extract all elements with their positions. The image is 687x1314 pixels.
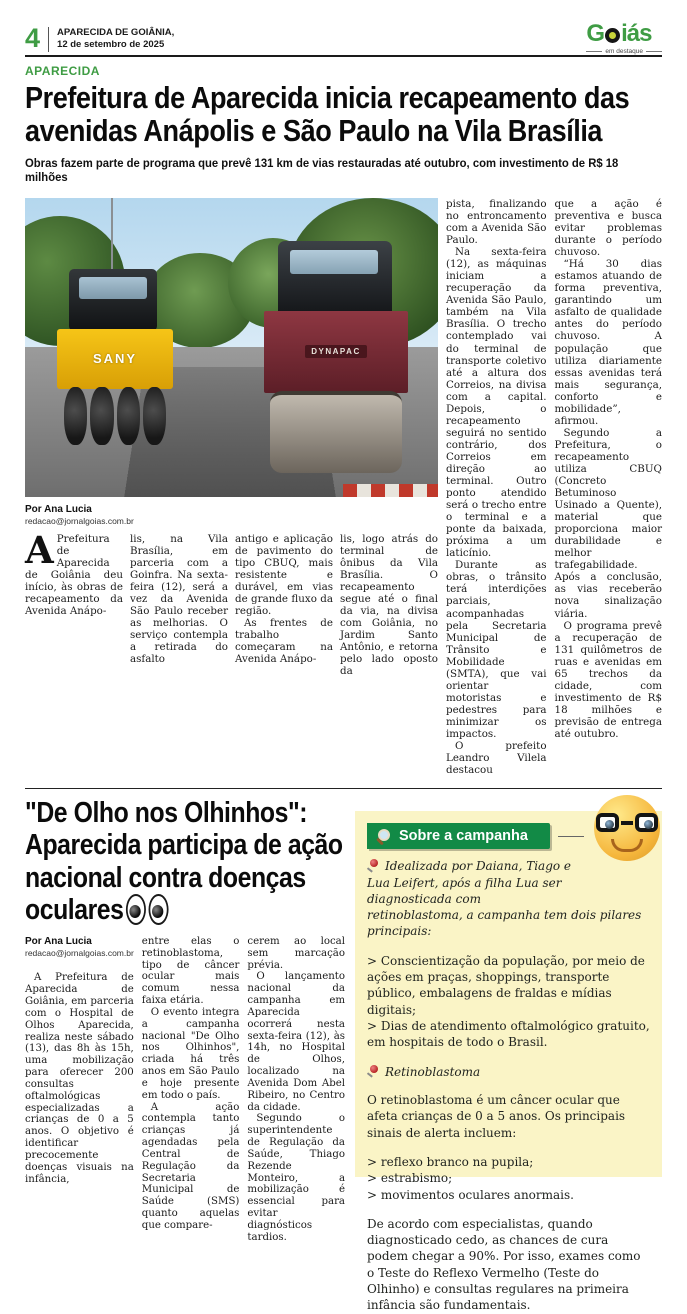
article2-columns bbox=[25, 936, 345, 1244]
roller-body bbox=[57, 329, 173, 389]
article2-headline-text: "De Olho nos Olhinhos": Aparecida participa de ação nacional contra doenças oculares bbox=[25, 797, 343, 926]
campaign-pillar-2: > Dias de atendimento oftalmológico gratuito, em hospitais de todo o Brasil. bbox=[367, 1019, 650, 1050]
paragraph: “Há 30 dias estamos atuando de forma preventiva, garantindo um asfalto de qualidade antes do período chuvoso. A população que utiliza diariamente essas avenidas terá mais segurança, conforto e mobilidade”, afirmou. bbox=[554, 258, 662, 427]
article1-column-6 bbox=[555, 198, 662, 776]
retinoblastoma-intro: O retinoblastoma é um câncer ocular que afeta crianças de 0 a 5 anos. Os principais sinais de alerta incluem: bbox=[367, 1092, 626, 1140]
article1-byline bbox=[25, 504, 438, 526]
emoji-smile bbox=[611, 839, 643, 852]
paragraph: > estrabismo; bbox=[367, 1171, 453, 1186]
roller-window bbox=[79, 277, 147, 299]
paragraph: > reflexo branco na pupila; bbox=[367, 1154, 534, 1169]
roller-drum bbox=[270, 391, 402, 473]
logo-wordmark bbox=[586, 22, 662, 46]
roller-brand-label: SANY bbox=[92, 351, 138, 367]
article1-column-5 bbox=[446, 198, 547, 776]
roller-cab bbox=[278, 241, 392, 313]
magnifier-icon bbox=[376, 829, 391, 844]
paragraph: que a ação é preventiva e busca evitar problemas durante o período chuvoso. bbox=[554, 197, 662, 259]
header-rule bbox=[558, 836, 584, 837]
article2 bbox=[25, 797, 345, 1243]
campaign-pillar-1: > Conscientização da população, por meio de ações em praças, shoppings, transporte público, embalagens de fraldas e mídias digitais; bbox=[367, 953, 645, 1017]
article1-subhead: Obras fazem parte de programa que prevê 131 km de vias restauradas até outubro, com investimento de R$ 18 milhões bbox=[25, 155, 619, 184]
page-number: 4 bbox=[25, 23, 41, 53]
section-label: APARECIDA bbox=[25, 64, 100, 78]
campaign-closing: De acordo com especialistas, quando diagnosticado cedo, as chances de cura podem chegar a 90%. Por isso, exames como o Teste do Reflexo Vermelho (Teste do Olhinho) e consultas regulares na primeira infância são fundamentais. bbox=[367, 1216, 641, 1313]
paragraph: O evento integra a campanha nacional "De Olho nos Olhinhos", criada há três anos em São Paulo e hoje presente em todo o país. bbox=[141, 1006, 240, 1101]
campaign-box-header bbox=[367, 823, 550, 849]
paragraph: Durante as obras, o trânsito terá interdições parciais, acompanhadas pela Secretaria Municipal de Trânsito e Mobilidade (SMTA), que vai orientar motoristas e pedestres para minimizar os impactos. bbox=[446, 559, 547, 740]
article2-column-3 bbox=[247, 936, 345, 1244]
campaign-box bbox=[355, 811, 662, 1313]
article1-column-4 bbox=[340, 533, 438, 678]
bottom-row bbox=[25, 797, 662, 1313]
byline-email: redacao@jornalgoias.com.br bbox=[25, 947, 134, 958]
retinoblastoma-subheader-text: Retinoblastoma bbox=[385, 1064, 481, 1079]
article1-body bbox=[25, 198, 662, 776]
retinoblastoma-subheader bbox=[367, 1064, 650, 1080]
paragraph: Segundo a Prefeitura, o recapeamento utiliza CBUQ (Concreto Betuminoso Usinado a Quente), material que proporciona maior durabilidade e melhor trafegabilidade. Após a conclusão, as vias receberão nova sinalização viária. bbox=[554, 426, 662, 620]
article1-column-1 bbox=[25, 527, 123, 678]
roller-cab bbox=[69, 269, 157, 331]
paragraph: Segundo o superintendente de Regulação da Saúde, Thiago Rezende Monteiro, a mobilização é essencial para evitar diagnósticos tardios. bbox=[247, 1113, 346, 1243]
paragraph: antigo e aplicação de pavimento do tipo CBUQ, mais resistente e durável, em vias de grande fluxo da região. bbox=[235, 532, 333, 618]
article-divider bbox=[25, 788, 662, 789]
paragraph: lis, logo atrás do terminal de ônibus da Vila Brasília. O recapeamento segue até o final da via, na divisa com Goiânia, no Jardim Santo Antônio, e retorna pelo lado oposto da bbox=[340, 532, 438, 678]
paragraph: cerem ao local sem marcação prévia. bbox=[247, 936, 346, 971]
article2-byline bbox=[25, 936, 134, 958]
logo-letters-ias: iás bbox=[621, 20, 652, 47]
dateline-city: APARECIDA DE GOIÂNIA, bbox=[57, 27, 175, 38]
newspaper-page bbox=[0, 20, 687, 1313]
column-text: Prefeitura de Aparecida de Goiânia deu início, às obras de recapeamento da Avenida Anápo- bbox=[25, 532, 123, 618]
eye-emoji bbox=[126, 894, 146, 925]
byline-email: redacao@jornalgoias.com.br bbox=[25, 515, 134, 526]
pushpin-icon bbox=[367, 859, 380, 870]
paragraph: > movimentos oculares anormais. bbox=[367, 1187, 574, 1202]
campaign-intro-text: Idealizada por Daiana, Tiago e Lua Leifert, após a filha Lua ser diagnosticada com retinoblastoma, a campanha tem dois pilares principais: bbox=[367, 859, 642, 939]
article1-headline: Prefeitura de Aparecida inicia recapeamento das avenidas Anápolis e São Paulo na Vila Brasília bbox=[25, 80, 630, 149]
campaign-box-title: Sobre a campanha bbox=[399, 828, 528, 845]
photo-red-roller bbox=[260, 241, 412, 473]
paragraph: O programa prevê a recuperação de 131 quilômetros de ruas e avenidas em 65 trechos da cidade, com investimento de R$ 18 milhões e previsão de entrega até outubro. bbox=[554, 619, 662, 740]
article2-column-1 bbox=[25, 936, 134, 1244]
emoji-spacer bbox=[578, 858, 650, 904]
photo-yellow-roller bbox=[57, 269, 173, 445]
masthead-divider bbox=[48, 27, 49, 52]
newspaper-logo bbox=[586, 22, 662, 55]
masthead bbox=[25, 20, 662, 57]
paragraph: O prefeito Leandro Vilela destacou bbox=[446, 740, 547, 777]
article2-headline bbox=[25, 797, 345, 926]
paragraph: lis, na Vila Brasília, em parceria com a Goinfra. Na sexta-feira (12), será a vez da Avenida São Paulo receber as melhorias. O serviço contempla a retirada do asfalto bbox=[130, 532, 228, 666]
article1-photo bbox=[25, 198, 438, 497]
glasses-bridge bbox=[621, 821, 633, 825]
roller-tires bbox=[64, 387, 166, 445]
logo-tagline: em destaque bbox=[586, 48, 662, 55]
nerd-face-emoji bbox=[594, 795, 660, 861]
article1-column-2 bbox=[130, 533, 228, 678]
article1-column-3 bbox=[235, 533, 333, 678]
paragraph: entre elas o retinoblastoma, tipo de câncer ocular mais comum nessa faixa etária. bbox=[141, 936, 240, 1007]
glasses-lens bbox=[635, 813, 658, 832]
roller-window bbox=[290, 250, 378, 274]
roller-body bbox=[264, 311, 408, 393]
paragraph: O lançamento nacional da campanha em Aparecida ocorrerá nesta sexta-feira (12), às 14h, no Hospital de Olhos, localizado na Avenida Dom Abel Ribeiro, no Centro da cidade. bbox=[247, 971, 346, 1113]
byline-author: Por Ana Lucia bbox=[25, 503, 92, 515]
paragraph: A ação contempla tanto crianças já agendadas pela Central de Regulação da Secretaria Municipal de Saúde (SMS) quanto aquelas que compare- bbox=[141, 1101, 240, 1231]
article1-left-block bbox=[25, 198, 438, 776]
eye-emoji bbox=[149, 894, 169, 925]
byline-author: Por Ana Lucia bbox=[25, 936, 92, 947]
paragraph: pista, finalizando no entroncamento com a Avenida São Paulo. bbox=[446, 197, 547, 247]
pushpin-icon bbox=[367, 1065, 380, 1076]
logo-letter-g: G bbox=[586, 20, 605, 47]
paragraph: As frentes de trabalho começaram na Avenida Anápo- bbox=[235, 617, 333, 666]
photo-painted-curb bbox=[343, 484, 438, 497]
paragraph: Na sexta-feira (12), as máquinas iniciam a recuperação da Avenida São Paulo, também na Vila Brasília. O trecho contemplado vai do terminal de transporte coletivo até a altura dos Correios, na divisa com a capital. Depois, o recapeamento seguirá no sentido contrário, dos Correios em direção ao terminal. Outro ponto atendido será o trecho entre o terminal e a ponte da baixada, próxima a um laticínio. bbox=[446, 246, 547, 560]
article1-columns-under-photo bbox=[25, 527, 438, 678]
dropcap: A bbox=[25, 527, 54, 572]
logo-globe-icon bbox=[605, 28, 620, 43]
dateline bbox=[57, 26, 174, 51]
column-text: A Prefeitura de Aparecida de Goiânia, em parceria com o Hospital de Olhos Aparecida, realiza neste sábado (13), das 8h às 15h, uma mobilização para oferecer 200 consultas oftalmológicas especializadas a crianças de 0 a 5 anos. O objetivo é identificar precocemente doenças visuais na infância, bbox=[25, 972, 134, 1185]
dateline-date: 12 de setembro de 2025 bbox=[57, 38, 165, 50]
roller-brand-label: DYNAPAC bbox=[305, 345, 366, 358]
campaign-box-body bbox=[367, 858, 650, 1314]
glasses-lens bbox=[596, 813, 619, 832]
warning-signs-list bbox=[367, 1154, 650, 1203]
article2-column-2 bbox=[142, 936, 240, 1244]
